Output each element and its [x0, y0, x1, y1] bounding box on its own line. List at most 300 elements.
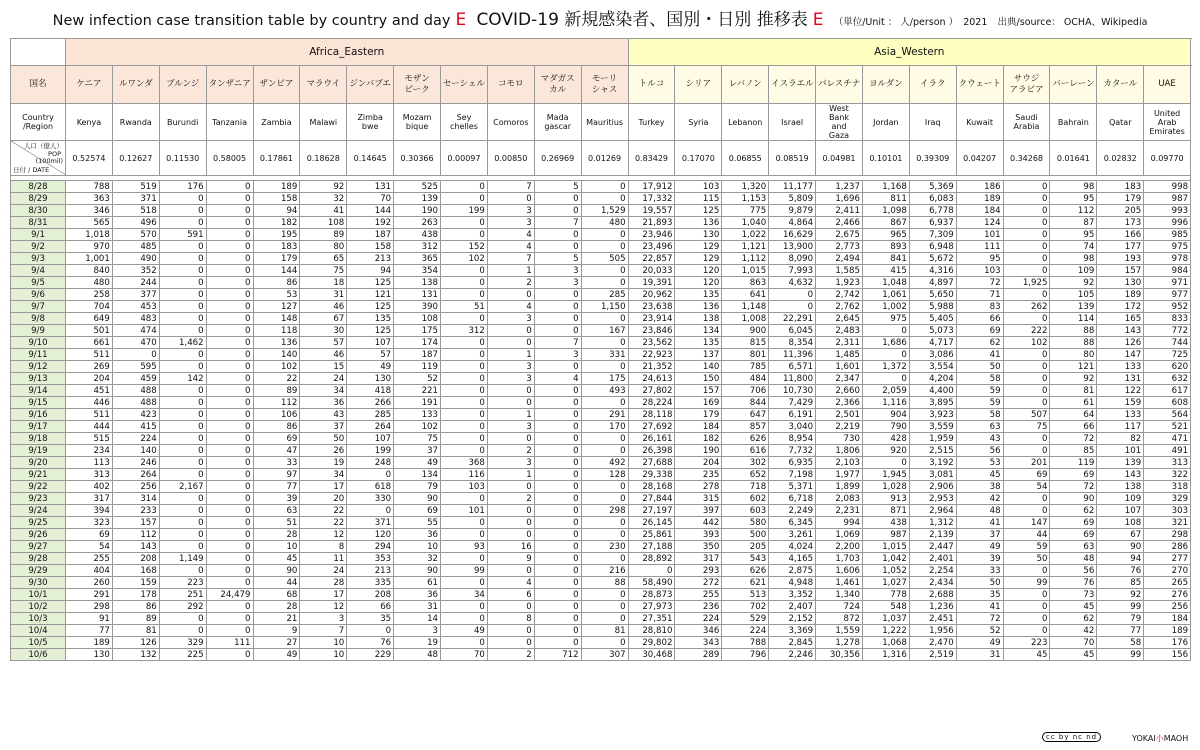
country-name-jp: シリア: [675, 66, 722, 104]
country-name-jp: コモロ: [487, 66, 534, 104]
case-count-cell: 178: [112, 589, 159, 601]
date-cell: 9/7: [11, 301, 66, 313]
case-count-cell: 3: [394, 625, 441, 637]
case-count-cell: 893: [862, 241, 909, 253]
case-count-cell: 1,959: [909, 433, 956, 445]
case-count-cell: 28,892: [628, 553, 675, 565]
case-count-cell: 0: [441, 493, 488, 505]
case-count-cell: 0: [581, 337, 628, 349]
case-count-cell: 144: [253, 265, 300, 277]
case-count-cell: 143: [112, 541, 159, 553]
title-mark-2: E: [812, 10, 824, 30]
case-count-cell: 0: [159, 397, 206, 409]
case-count-cell: 266: [347, 397, 394, 409]
case-count-cell: 49: [394, 457, 441, 469]
case-count-cell: 1,237: [816, 181, 863, 193]
case-count-cell: 26: [300, 445, 347, 457]
case-count-cell: 501: [66, 325, 113, 337]
case-count-cell: 0: [581, 493, 628, 505]
case-count-cell: 1,316: [862, 649, 909, 661]
case-count-cell: 77: [1097, 625, 1144, 637]
case-count-cell: 1,028: [862, 481, 909, 493]
case-count-cell: 3: [487, 373, 534, 385]
case-count-cell: 0: [441, 217, 488, 229]
population-value: 0.58005: [206, 141, 253, 176]
case-count-cell: 2,762: [816, 301, 863, 313]
case-count-cell: 4,024: [769, 541, 816, 553]
population-value: 0.00097: [441, 141, 488, 176]
case-count-cell: 48: [1050, 553, 1097, 565]
table-row: [11, 181, 1191, 193]
case-count-cell: 346: [66, 205, 113, 217]
case-count-cell: 0: [1003, 361, 1050, 373]
case-count-cell: 31: [394, 601, 441, 613]
case-count-cell: 323: [66, 517, 113, 529]
case-count-cell: 38: [956, 481, 1003, 493]
case-count-cell: 451: [66, 385, 113, 397]
case-count-cell: 3,369: [769, 625, 816, 637]
case-count-cell: 193: [1097, 253, 1144, 265]
case-count-cell: 0: [206, 265, 253, 277]
case-count-cell: 24: [300, 373, 347, 385]
case-count-cell: 1,529: [581, 205, 628, 217]
case-count-cell: 0: [534, 193, 581, 205]
case-count-cell: 230: [581, 541, 628, 553]
corner-cell: [11, 39, 66, 66]
case-count-cell: 125: [347, 301, 394, 313]
case-count-cell: 34: [300, 469, 347, 481]
case-count-cell: 871: [862, 505, 909, 517]
case-count-cell: 652: [722, 469, 769, 481]
case-count-cell: 16: [487, 541, 534, 553]
case-count-cell: 1,121: [722, 241, 769, 253]
case-count-cell: 3,923: [909, 409, 956, 421]
case-count-cell: 72: [956, 613, 1003, 625]
case-count-cell: 26,161: [628, 433, 675, 445]
date-cell: 9/22: [11, 481, 66, 493]
case-count-cell: 0: [159, 265, 206, 277]
case-count-cell: 46: [300, 301, 347, 313]
case-count-cell: 1,601: [816, 361, 863, 373]
case-count-cell: 70: [441, 649, 488, 661]
case-count-cell: 453: [112, 301, 159, 313]
case-count-cell: 131: [394, 289, 441, 301]
date-cell: 10/5: [11, 637, 66, 649]
case-count-cell: 0: [441, 517, 488, 529]
case-count-cell: 22,857: [628, 253, 675, 265]
case-count-cell: 190: [675, 445, 722, 457]
case-count-cell: 24: [300, 565, 347, 577]
case-count-cell: 119: [1050, 457, 1097, 469]
case-count-cell: 102: [253, 361, 300, 373]
case-count-cell: 1,461: [816, 577, 863, 589]
case-count-cell: 987: [862, 529, 909, 541]
case-count-cell: 1,585: [816, 265, 863, 277]
population-value: 0.08519: [769, 141, 816, 176]
case-count-cell: 72: [1050, 433, 1097, 445]
case-count-cell: 189: [956, 193, 1003, 205]
country-name-en: Jordan: [862, 104, 909, 141]
case-count-cell: 81: [112, 625, 159, 637]
case-count-cell: 37: [394, 445, 441, 457]
case-count-cell: 255: [675, 589, 722, 601]
case-count-cell: 66: [1050, 421, 1097, 433]
case-count-cell: 725: [1144, 349, 1191, 361]
case-count-cell: 65: [300, 253, 347, 265]
case-count-cell: 0: [581, 637, 628, 649]
case-count-cell: 900: [722, 325, 769, 337]
case-count-cell: 0: [534, 457, 581, 469]
case-count-cell: 2,483: [816, 325, 863, 337]
case-count-cell: 0: [487, 433, 534, 445]
case-count-cell: 470: [112, 337, 159, 349]
case-count-cell: 4,400: [909, 385, 956, 397]
case-count-cell: 0: [581, 433, 628, 445]
case-count-cell: 0: [534, 529, 581, 541]
case-count-cell: 0: [159, 493, 206, 505]
table-row: [11, 529, 1191, 541]
case-count-cell: 0: [534, 421, 581, 433]
title-year: 2021: [963, 17, 988, 28]
case-count-cell: 79: [1097, 613, 1144, 625]
page-title: [0, 8, 1200, 35]
country-name-jp: ザンビア: [253, 66, 300, 104]
case-count-cell: 0: [581, 529, 628, 541]
case-count-cell: 0: [581, 445, 628, 457]
date-cell: 9/10: [11, 337, 66, 349]
case-count-cell: 1,008: [722, 313, 769, 325]
case-count-cell: 43: [956, 433, 1003, 445]
country-name-en: Iraq: [909, 104, 956, 141]
case-count-cell: 187: [394, 349, 441, 361]
date-cell: 10/4: [11, 625, 66, 637]
case-count-cell: 42: [1050, 625, 1097, 637]
case-count-cell: 0: [534, 301, 581, 313]
case-count-cell: 5: [534, 181, 581, 193]
case-count-cell: 0: [159, 193, 206, 205]
case-count-cell: 0: [581, 361, 628, 373]
table-row: [11, 433, 1191, 445]
case-count-cell: 190: [394, 205, 441, 217]
case-count-cell: 0: [441, 181, 488, 193]
case-count-cell: 77: [253, 481, 300, 493]
case-count-cell: 272: [675, 577, 722, 589]
population-value: 0.39309: [909, 141, 956, 176]
case-count-cell: 6,718: [769, 493, 816, 505]
case-count-cell: 0: [862, 325, 909, 337]
case-count-cell: 0: [581, 265, 628, 277]
date-cell: 9/21: [11, 469, 66, 481]
case-count-cell: 0: [441, 601, 488, 613]
case-count-cell: 4,632: [769, 277, 816, 289]
case-count-cell: 0: [441, 337, 488, 349]
table-row: [11, 301, 1191, 313]
case-count-cell: 480: [66, 277, 113, 289]
case-count-cell: 6,778: [909, 205, 956, 217]
country-name-jp: トルコ: [628, 66, 675, 104]
case-count-cell: 74: [1050, 241, 1097, 253]
case-count-cell: 570: [112, 229, 159, 241]
case-count-cell: 580: [722, 517, 769, 529]
case-count-cell: 184: [956, 205, 1003, 217]
case-count-cell: 41: [956, 517, 1003, 529]
corner-pop-mid: POP: [48, 150, 61, 158]
date-cell: 10/2: [11, 601, 66, 613]
case-count-cell: 128: [581, 469, 628, 481]
case-count-cell: 56: [956, 445, 1003, 457]
case-count-cell: 134: [675, 325, 722, 337]
case-count-cell: 89: [112, 613, 159, 625]
case-count-cell: 135: [675, 337, 722, 349]
table-row: [11, 337, 1191, 349]
date-cell: 9/20: [11, 457, 66, 469]
case-count-cell: 94: [347, 265, 394, 277]
case-count-cell: 248: [347, 457, 394, 469]
case-count-cell: 4,316: [909, 265, 956, 277]
case-count-cell: 69: [956, 325, 1003, 337]
case-count-cell: 102: [394, 421, 441, 433]
country-name-en: Israel: [769, 104, 816, 141]
date-cell: 9/29: [11, 565, 66, 577]
case-count-cell: 0: [206, 433, 253, 445]
table-row: [11, 613, 1191, 625]
case-count-cell: 235: [675, 469, 722, 481]
case-count-cell: 602: [722, 493, 769, 505]
case-count-cell: 183: [253, 241, 300, 253]
case-count-cell: 9,879: [769, 205, 816, 217]
country-name-jp: ブルンジ: [159, 66, 206, 104]
case-count-cell: 591: [159, 229, 206, 241]
case-count-cell: 2,953: [909, 493, 956, 505]
case-count-cell: 0: [534, 637, 581, 649]
case-count-cell: 195: [253, 229, 300, 241]
case-count-cell: 73: [1050, 589, 1097, 601]
table-row: [11, 457, 1191, 469]
case-count-cell: 0: [581, 613, 628, 625]
case-count-cell: 156: [1144, 649, 1191, 661]
case-count-cell: 58: [1097, 637, 1144, 649]
case-count-cell: 11,800: [769, 373, 816, 385]
case-count-cell: 204: [66, 373, 113, 385]
case-count-cell: 423: [112, 409, 159, 421]
case-count-cell: 0: [534, 613, 581, 625]
case-count-cell: 0: [534, 385, 581, 397]
case-count-cell: 2,083: [816, 493, 863, 505]
case-count-cell: 484: [722, 373, 769, 385]
region-header: Asia_Western: [628, 39, 1191, 66]
case-count-cell: 17,912: [628, 181, 675, 193]
case-count-cell: 51: [253, 517, 300, 529]
case-count-cell: 2,875: [769, 565, 816, 577]
case-count-cell: 90: [1050, 493, 1097, 505]
population-value: 0.04981: [816, 141, 863, 176]
case-count-cell: 1,042: [862, 553, 909, 565]
case-count-cell: 88: [1050, 337, 1097, 349]
case-count-cell: 189: [1097, 289, 1144, 301]
case-count-cell: 109: [1097, 493, 1144, 505]
case-count-cell: 840: [66, 265, 113, 277]
case-count-cell: 85: [1050, 445, 1097, 457]
case-count-cell: 712: [534, 649, 581, 661]
case-count-cell: 394: [66, 505, 113, 517]
case-count-cell: 119: [394, 361, 441, 373]
case-count-cell: 515: [66, 433, 113, 445]
country-name-en: Lebanon: [722, 104, 769, 141]
country-name-en: Zimba bwe: [347, 104, 394, 141]
case-count-cell: 32: [394, 553, 441, 565]
date-cell: 9/5: [11, 277, 66, 289]
case-count-cell: 63: [253, 505, 300, 517]
case-count-cell: 0: [159, 361, 206, 373]
case-count-cell: 132: [112, 649, 159, 661]
case-count-cell: 19,557: [628, 205, 675, 217]
case-count-cell: 0: [1003, 589, 1050, 601]
table-row: [11, 481, 1191, 493]
date-cell: 10/6: [11, 649, 66, 661]
case-count-cell: 291: [581, 409, 628, 421]
case-count-cell: 18: [300, 277, 347, 289]
date-cell: 8/28: [11, 181, 66, 193]
case-count-cell: 79: [394, 481, 441, 493]
case-count-cell: 0: [206, 241, 253, 253]
case-count-cell: 2,964: [909, 505, 956, 517]
case-count-cell: 0: [159, 253, 206, 265]
case-count-cell: 0: [441, 385, 488, 397]
case-count-cell: 92: [1050, 277, 1097, 289]
case-count-cell: 6,937: [909, 217, 956, 229]
case-count-cell: 0: [206, 577, 253, 589]
english-name-row: [11, 104, 1191, 141]
case-count-cell: 49: [956, 637, 1003, 649]
case-count-cell: 256: [1144, 601, 1191, 613]
date-cell: 9/2: [11, 241, 66, 253]
case-count-cell: 2,906: [909, 481, 956, 493]
case-count-cell: 172: [1097, 301, 1144, 313]
case-count-cell: 6,571: [769, 361, 816, 373]
case-count-cell: 225: [159, 649, 206, 661]
case-count-cell: 14: [394, 613, 441, 625]
case-count-cell: 1,022: [722, 229, 769, 241]
case-count-cell: 2,466: [816, 217, 863, 229]
country-name-en: Kuwait: [956, 104, 1003, 141]
case-count-cell: 704: [66, 301, 113, 313]
case-count-cell: 353: [347, 553, 394, 565]
case-count-cell: 0: [206, 361, 253, 373]
case-count-cell: 189: [1144, 625, 1191, 637]
date-cell: 9/28: [11, 553, 66, 565]
case-count-cell: 21: [253, 613, 300, 625]
case-count-cell: 80: [1050, 349, 1097, 361]
country-name-jp: レバノン: [722, 66, 769, 104]
case-count-cell: 201: [1003, 457, 1050, 469]
case-count-cell: 11: [300, 553, 347, 565]
country-name-en: Qatar: [1097, 104, 1144, 141]
case-count-cell: 2,139: [909, 529, 956, 541]
case-count-cell: 130: [66, 649, 113, 661]
table-row: [11, 253, 1191, 265]
case-count-cell: 7: [300, 625, 347, 637]
case-count-cell: 29,802: [628, 637, 675, 649]
case-count-cell: 480: [581, 217, 628, 229]
case-count-cell: 223: [1003, 637, 1050, 649]
case-count-cell: 57: [300, 337, 347, 349]
case-count-cell: 0: [1003, 253, 1050, 265]
case-count-cell: 0: [487, 517, 534, 529]
case-count-cell: 2: [487, 493, 534, 505]
case-count-cell: 28,224: [628, 397, 675, 409]
case-count-cell: 270: [1144, 565, 1191, 577]
case-count-cell: 0: [581, 481, 628, 493]
case-count-cell: 0: [206, 553, 253, 565]
case-count-cell: 114: [1050, 313, 1097, 325]
case-count-cell: 95: [1050, 229, 1097, 241]
case-count-cell: 140: [112, 445, 159, 457]
case-count-cell: 27,188: [628, 541, 675, 553]
case-count-cell: 105: [1050, 289, 1097, 301]
case-count-cell: 75: [1003, 421, 1050, 433]
case-count-cell: 4,204: [909, 373, 956, 385]
case-count-cell: 970: [66, 241, 113, 253]
case-count-cell: 307: [581, 649, 628, 661]
case-count-cell: 3,559: [909, 421, 956, 433]
case-count-cell: 10: [300, 637, 347, 649]
case-count-cell: 952: [1144, 301, 1191, 313]
case-count-cell: 107: [347, 337, 394, 349]
case-count-cell: 54: [66, 541, 113, 553]
case-count-cell: 61: [394, 577, 441, 589]
case-count-cell: 490: [112, 253, 159, 265]
case-count-cell: 69: [1050, 469, 1097, 481]
case-count-cell: 10: [394, 541, 441, 553]
case-count-cell: 11,177: [769, 181, 816, 193]
case-count-cell: 27,351: [628, 613, 675, 625]
date-cell: 10/3: [11, 613, 66, 625]
case-count-cell: 1,168: [862, 181, 909, 193]
case-count-cell: 57: [347, 349, 394, 361]
case-count-cell: 21,893: [628, 217, 675, 229]
case-count-cell: 138: [675, 313, 722, 325]
case-count-cell: 246: [112, 457, 159, 469]
country-name-en: Kenya: [66, 104, 113, 141]
table-row: [11, 325, 1191, 337]
case-count-cell: 0: [206, 541, 253, 553]
case-count-cell: 632: [1144, 373, 1191, 385]
case-count-cell: 68: [253, 589, 300, 601]
title-source: 出典/source： OCHA、Wikipedia: [997, 17, 1148, 28]
case-count-cell: 1,002: [862, 301, 909, 313]
case-count-cell: 483: [112, 313, 159, 325]
case-count-cell: 0: [487, 637, 534, 649]
case-count-cell: 0: [206, 625, 253, 637]
country-name-jp: ケニア: [66, 66, 113, 104]
case-count-cell: 2,366: [816, 397, 863, 409]
case-count-cell: 45: [956, 469, 1003, 481]
case-count-cell: 4: [487, 241, 534, 253]
case-count-cell: 525: [394, 181, 441, 193]
case-count-cell: 6,191: [769, 409, 816, 421]
table-row: [11, 541, 1191, 553]
case-count-cell: 0: [534, 589, 581, 601]
case-count-cell: 0: [206, 217, 253, 229]
case-count-cell: 143: [1097, 469, 1144, 481]
case-count-cell: 139: [1050, 301, 1097, 313]
case-count-cell: 101: [441, 505, 488, 517]
case-count-cell: 26,145: [628, 517, 675, 529]
case-count-cell: 2,254: [909, 565, 956, 577]
case-count-cell: 1,606: [816, 565, 863, 577]
case-count-cell: 10: [300, 649, 347, 661]
case-count-cell: 519: [112, 181, 159, 193]
